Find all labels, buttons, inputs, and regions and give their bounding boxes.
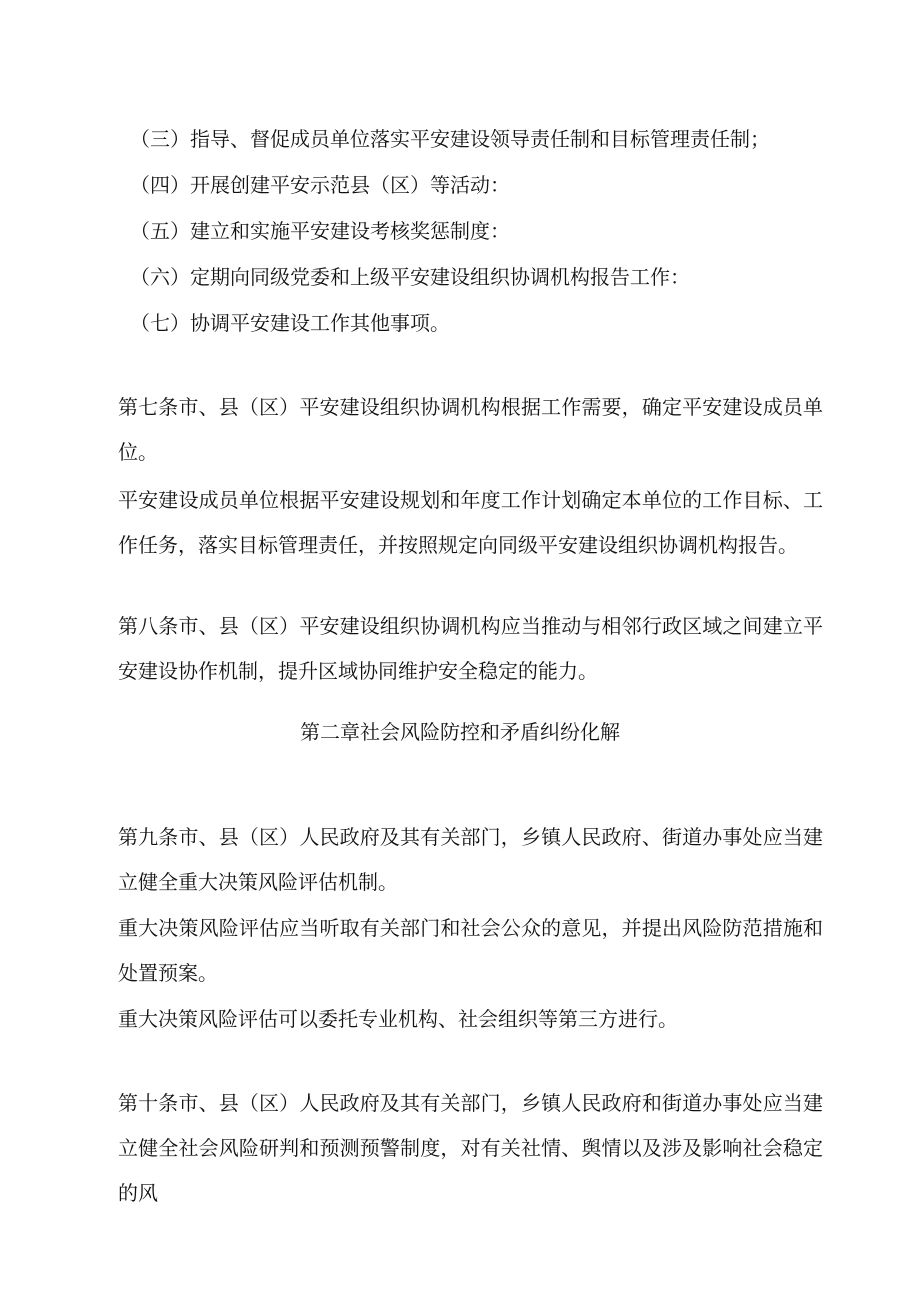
chapter-title: 第二章社会风险防控和矛盾纠纷化解	[300, 720, 620, 744]
article-8-paragraph-1: 第八条市、县（区）平安建设组织协调机构应当推动与相邻行政区域之间建立平安建设协作机制，提升区域协同维护安全稳定的能力。	[118, 614, 823, 683]
article-10-paragraph-1: 第十条市、县（区）人民政府及其有关部门，乡镇人民政府和街道办事处应当建立健全社会风险研判和预测预警制度，对有关社情、舆情以及涉及影响社会稳定的风	[118, 1091, 823, 1205]
article-9-paragraph-2: 重大决策风险评估应当听取有关部门和社会公众的意见，并提出风险防范措施和处置预案。	[118, 916, 823, 985]
article-7-paragraph-1: 第七条市、县（区）平安建设组织协调机构根据工作需要，确定平安建设成员单位。	[118, 395, 823, 464]
list-item: （三）指导、督促成员单位落实平安建设领导责任制和目标管理责任制；	[130, 127, 770, 151]
article-9-paragraph-1: 第九条市、县（区）人民政府及其有关部门，乡镇人民政府、街道办事处应当建立健全重大决策风险评估机制。	[118, 825, 823, 894]
article-9-paragraph-3: 重大决策风险评估可以委托专业机构、社会组织等第三方进行。	[118, 1007, 678, 1031]
list-item: （六）定期向同级党委和上级平安建设组织协调机构报告工作：	[130, 265, 690, 289]
list-item: （五）建立和实施平安建设考核奖惩制度：	[130, 219, 510, 243]
list-item: （四）开展创建平安示范县（区）等活动：	[130, 173, 510, 197]
list-item: （七）协调平安建设工作其他事项。	[130, 311, 450, 335]
article-7-paragraph-2: 平安建设成员单位根据平安建设规划和年度工作计划确定本单位的工作目标、工作任务，落实目标管理责任，并按照规定向同级平安建设组织协调机构报告。	[118, 488, 823, 557]
